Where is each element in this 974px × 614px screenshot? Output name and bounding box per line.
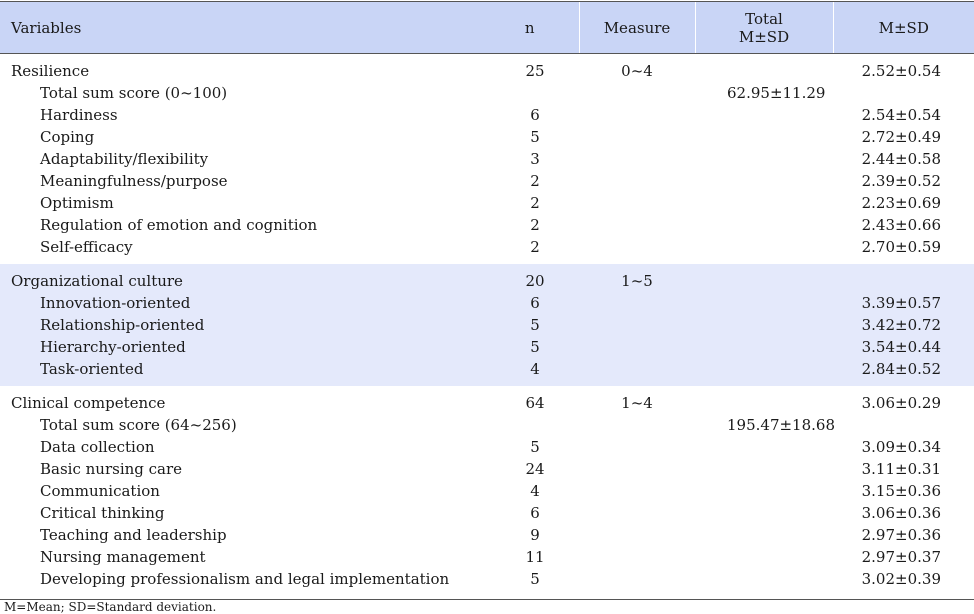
- msd-cell: [833, 82, 974, 104]
- total-msd-cell: [695, 524, 833, 546]
- variable-cell: Total sum score (64~256): [40, 416, 237, 434]
- variable-cell: Teaching and leadership: [40, 526, 227, 544]
- total-msd-cell: [695, 54, 833, 83]
- msd-cell: [833, 414, 974, 436]
- total-msd-cell: 195.47±18.68: [727, 416, 835, 434]
- table-row: [0, 386, 974, 414]
- msd-cell: 2.44±0.58: [861, 150, 941, 168]
- variable-cell: Communication: [40, 482, 160, 500]
- group-resilience: [0, 54, 974, 265]
- n-cell: 6: [530, 106, 540, 124]
- msd-cell: 3.09±0.34: [861, 438, 941, 456]
- total-msd-cell: [695, 170, 833, 192]
- measure-cell: [579, 214, 695, 236]
- variable-cell: Self-efficacy: [40, 238, 133, 256]
- total-msd-cell: [695, 458, 833, 480]
- table-row: [0, 82, 974, 104]
- measure-cell: [579, 502, 695, 524]
- table-row: [0, 170, 974, 192]
- msd-cell: 2.70±0.59: [861, 238, 941, 256]
- measure-cell: [579, 480, 695, 502]
- msd-cell: 3.06±0.36: [861, 504, 941, 522]
- table-row: [0, 214, 974, 236]
- total-msd-cell: [695, 214, 833, 236]
- n-cell: 4: [530, 482, 540, 500]
- measure-cell: [579, 414, 695, 436]
- variable-cell: Resilience: [11, 62, 90, 80]
- total-msd-cell: [695, 386, 833, 414]
- table-row: [0, 414, 974, 436]
- measure-cell: [579, 148, 695, 170]
- table-row: [0, 358, 974, 386]
- total-msd-cell: [695, 292, 833, 314]
- table-row: [0, 236, 974, 264]
- variable-cell: Relationship-oriented: [40, 316, 205, 334]
- msd-cell: 3.39±0.57: [861, 294, 941, 312]
- measure-cell: [579, 568, 695, 596]
- total-msd-cell: 62.95±11.29: [727, 84, 826, 102]
- header-total-line1: Total: [745, 9, 783, 28]
- header-row: [0, 2, 974, 54]
- total-msd-cell: [695, 358, 833, 386]
- variable-cell: Organizational culture: [11, 272, 183, 290]
- msd-cell: 3.42±0.72: [861, 316, 941, 334]
- measure-cell: [579, 524, 695, 546]
- total-msd-cell: [695, 546, 833, 568]
- msd-cell: [833, 264, 974, 292]
- total-msd-cell: [695, 192, 833, 214]
- table-row: [0, 126, 974, 148]
- statistics-table: [0, 1, 974, 596]
- variable-cell: Clinical competence: [11, 394, 166, 412]
- n-cell: 64: [525, 394, 545, 412]
- n-cell: 6: [530, 294, 540, 312]
- n-cell: 6: [530, 504, 540, 522]
- msd-cell: 3.15±0.36: [861, 482, 941, 500]
- total-msd-cell: [695, 104, 833, 126]
- msd-cell: 2.97±0.36: [861, 526, 941, 544]
- header-total-line2: M±SD: [738, 27, 790, 46]
- n-cell: 5: [530, 316, 540, 334]
- total-msd-cell: [695, 264, 833, 292]
- variable-cell: Developing professionalism and legal implementation: [40, 570, 450, 588]
- msd-cell: 3.54±0.44: [861, 338, 941, 356]
- table-footnote: M=Mean; SD=Standard deviation.: [0, 599, 974, 614]
- msd-cell: 2.72±0.49: [861, 128, 941, 146]
- header-n: n: [481, 2, 579, 54]
- variable-cell: Optimism: [40, 194, 114, 212]
- measure-cell: [579, 546, 695, 568]
- n-cell: 2: [530, 238, 540, 256]
- n-cell: 9: [530, 526, 540, 544]
- table-row: [0, 458, 974, 480]
- n-cell: 2: [530, 172, 540, 190]
- n-cell: 2: [530, 216, 540, 234]
- n-cell: 5: [530, 570, 540, 588]
- n-cell: 2: [530, 194, 540, 212]
- measure-cell: 1~4: [621, 394, 653, 412]
- header-msd: M±SD: [833, 2, 974, 54]
- total-msd-cell: [695, 436, 833, 458]
- variable-cell: Data collection: [40, 438, 155, 456]
- table-row: [0, 148, 974, 170]
- header-variables: Variables: [0, 2, 481, 54]
- measure-cell: [579, 82, 695, 104]
- n-cell: 11: [525, 548, 545, 566]
- table-row: [0, 314, 974, 336]
- table-row: [0, 502, 974, 524]
- msd-cell: 2.23±0.69: [861, 194, 941, 212]
- n-cell: 3: [530, 150, 540, 168]
- variable-cell: Regulation of emotion and cognition: [40, 216, 318, 234]
- msd-cell: 2.97±0.37: [861, 548, 941, 566]
- table-header: [0, 2, 974, 54]
- msd-cell: 2.52±0.54: [861, 62, 941, 80]
- measure-cell: [579, 292, 695, 314]
- total-msd-cell: [695, 480, 833, 502]
- table-row: [0, 54, 974, 83]
- variable-cell: Hardiness: [40, 106, 118, 124]
- measure-cell: [579, 436, 695, 458]
- msd-cell: 2.39±0.52: [861, 172, 941, 190]
- variable-cell: Basic nursing care: [40, 460, 183, 478]
- total-msd-cell: [695, 126, 833, 148]
- table-row: [0, 264, 974, 292]
- table-row: [0, 192, 974, 214]
- header-total: [695, 2, 833, 54]
- total-msd-cell: [695, 314, 833, 336]
- measure-cell: [579, 458, 695, 480]
- n-cell: 5: [530, 128, 540, 146]
- n-cell: [481, 82, 579, 104]
- group-organizational-culture: [0, 264, 974, 386]
- measure-cell: [579, 336, 695, 358]
- msd-cell: 3.06±0.29: [861, 394, 941, 412]
- variable-cell: Critical thinking: [40, 504, 165, 522]
- total-msd-cell: [695, 148, 833, 170]
- table-row: [0, 436, 974, 458]
- variable-cell: Total sum score (0~100): [40, 84, 228, 102]
- msd-cell: 3.11±0.31: [861, 460, 941, 478]
- msd-cell: 2.43±0.66: [861, 216, 941, 234]
- table-row: [0, 292, 974, 314]
- measure-cell: [579, 192, 695, 214]
- variable-cell: Task-oriented: [40, 360, 144, 378]
- table-row: [0, 104, 974, 126]
- total-msd-cell: [695, 568, 833, 596]
- table-row: [0, 568, 974, 596]
- n-cell: 5: [530, 438, 540, 456]
- measure-cell: [579, 104, 695, 126]
- n-cell: [481, 414, 579, 436]
- total-msd-cell: [695, 236, 833, 264]
- variable-cell: Coping: [40, 128, 95, 146]
- msd-cell: 3.02±0.39: [861, 570, 941, 588]
- variable-cell: Adaptability/flexibility: [40, 150, 209, 168]
- variable-cell: Innovation-oriented: [40, 294, 191, 312]
- measure-cell: [579, 314, 695, 336]
- measure-cell: [579, 126, 695, 148]
- measure-cell: 1~5: [621, 272, 653, 290]
- n-cell: 20: [525, 272, 545, 290]
- table-row: [0, 524, 974, 546]
- header-measure: Measure: [579, 2, 695, 54]
- total-msd-cell: [695, 336, 833, 358]
- measure-cell: [579, 236, 695, 264]
- total-msd-cell: [695, 502, 833, 524]
- n-cell: 25: [525, 62, 545, 80]
- variable-cell: Hierarchy-oriented: [40, 338, 186, 356]
- variable-cell: Nursing management: [40, 548, 206, 566]
- measure-cell: [579, 358, 695, 386]
- table-row: [0, 336, 974, 358]
- n-cell: 24: [525, 460, 545, 478]
- n-cell: 5: [530, 338, 540, 356]
- table-row: [0, 546, 974, 568]
- measure-cell: [579, 170, 695, 192]
- measure-cell: 0~4: [621, 62, 653, 80]
- variable-cell: Meaningfulness/purpose: [40, 172, 228, 190]
- n-cell: 4: [530, 360, 540, 378]
- table-row: [0, 480, 974, 502]
- group-clinical-competence: [0, 386, 974, 596]
- msd-cell: 2.84±0.52: [861, 360, 941, 378]
- msd-cell: 2.54±0.54: [861, 106, 941, 124]
